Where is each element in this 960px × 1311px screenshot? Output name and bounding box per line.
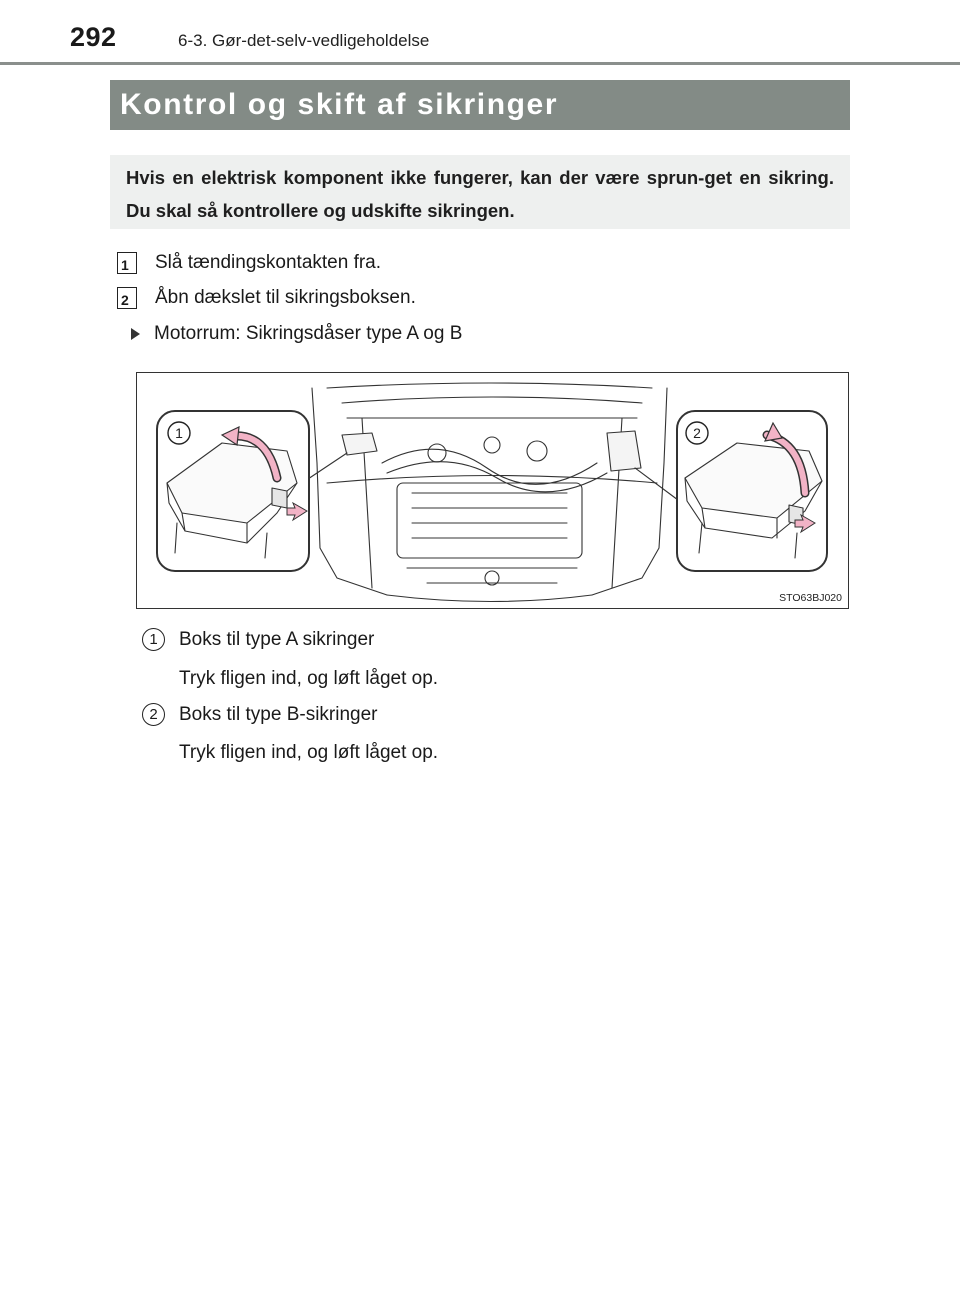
- callout-description: Tryk fligen ind, og løft låget op.: [179, 668, 439, 689]
- step-number-badge: 1: [117, 252, 137, 274]
- section-title: 6-3. Gør-det-selv-vedligeholdelse: [178, 31, 430, 50]
- figure-callout-2: 2: [693, 425, 701, 441]
- triangle-bullet-icon: [131, 328, 140, 340]
- callout-number: 1: [142, 628, 165, 651]
- step-1: [117, 251, 381, 275]
- page-heading: Kontrol og skift af sikringer: [120, 88, 559, 121]
- heading-bar: [110, 80, 850, 130]
- callout-description: Tryk fligen ind, og løft låget op.: [179, 742, 439, 763]
- engine-bay-illustration: [137, 373, 848, 608]
- callout-1: [142, 628, 374, 651]
- step-text: Slå tændingskontakten fra.: [155, 252, 382, 273]
- callout-2: [142, 703, 378, 726]
- page-number: 292: [70, 22, 117, 52]
- intro-box: [110, 155, 850, 229]
- callout-title: Boks til type A sikringer: [179, 628, 375, 650]
- figure-code: STO63BJ020: [779, 592, 842, 604]
- callout-title: Boks til type B-sikringer: [179, 703, 378, 725]
- engine-figure: [136, 372, 849, 609]
- header-divider: [0, 62, 960, 65]
- bullet-text: Motorrum: Sikringsdåser type A og B: [154, 323, 463, 344]
- step-2: [117, 286, 416, 310]
- bullet-item: [131, 323, 462, 345]
- callout-number: 2: [142, 703, 165, 726]
- step-number-badge: 2: [117, 287, 137, 309]
- intro-text: Hvis en elektrisk komponent ikke fungerer, kan der være sprun-get en sikring. Du skal så kontrollere og udskifte sikringen.: [126, 167, 834, 221]
- figure-callout-1: 1: [175, 425, 183, 441]
- step-text: Åbn dækslet til sikringsboksen.: [155, 287, 416, 308]
